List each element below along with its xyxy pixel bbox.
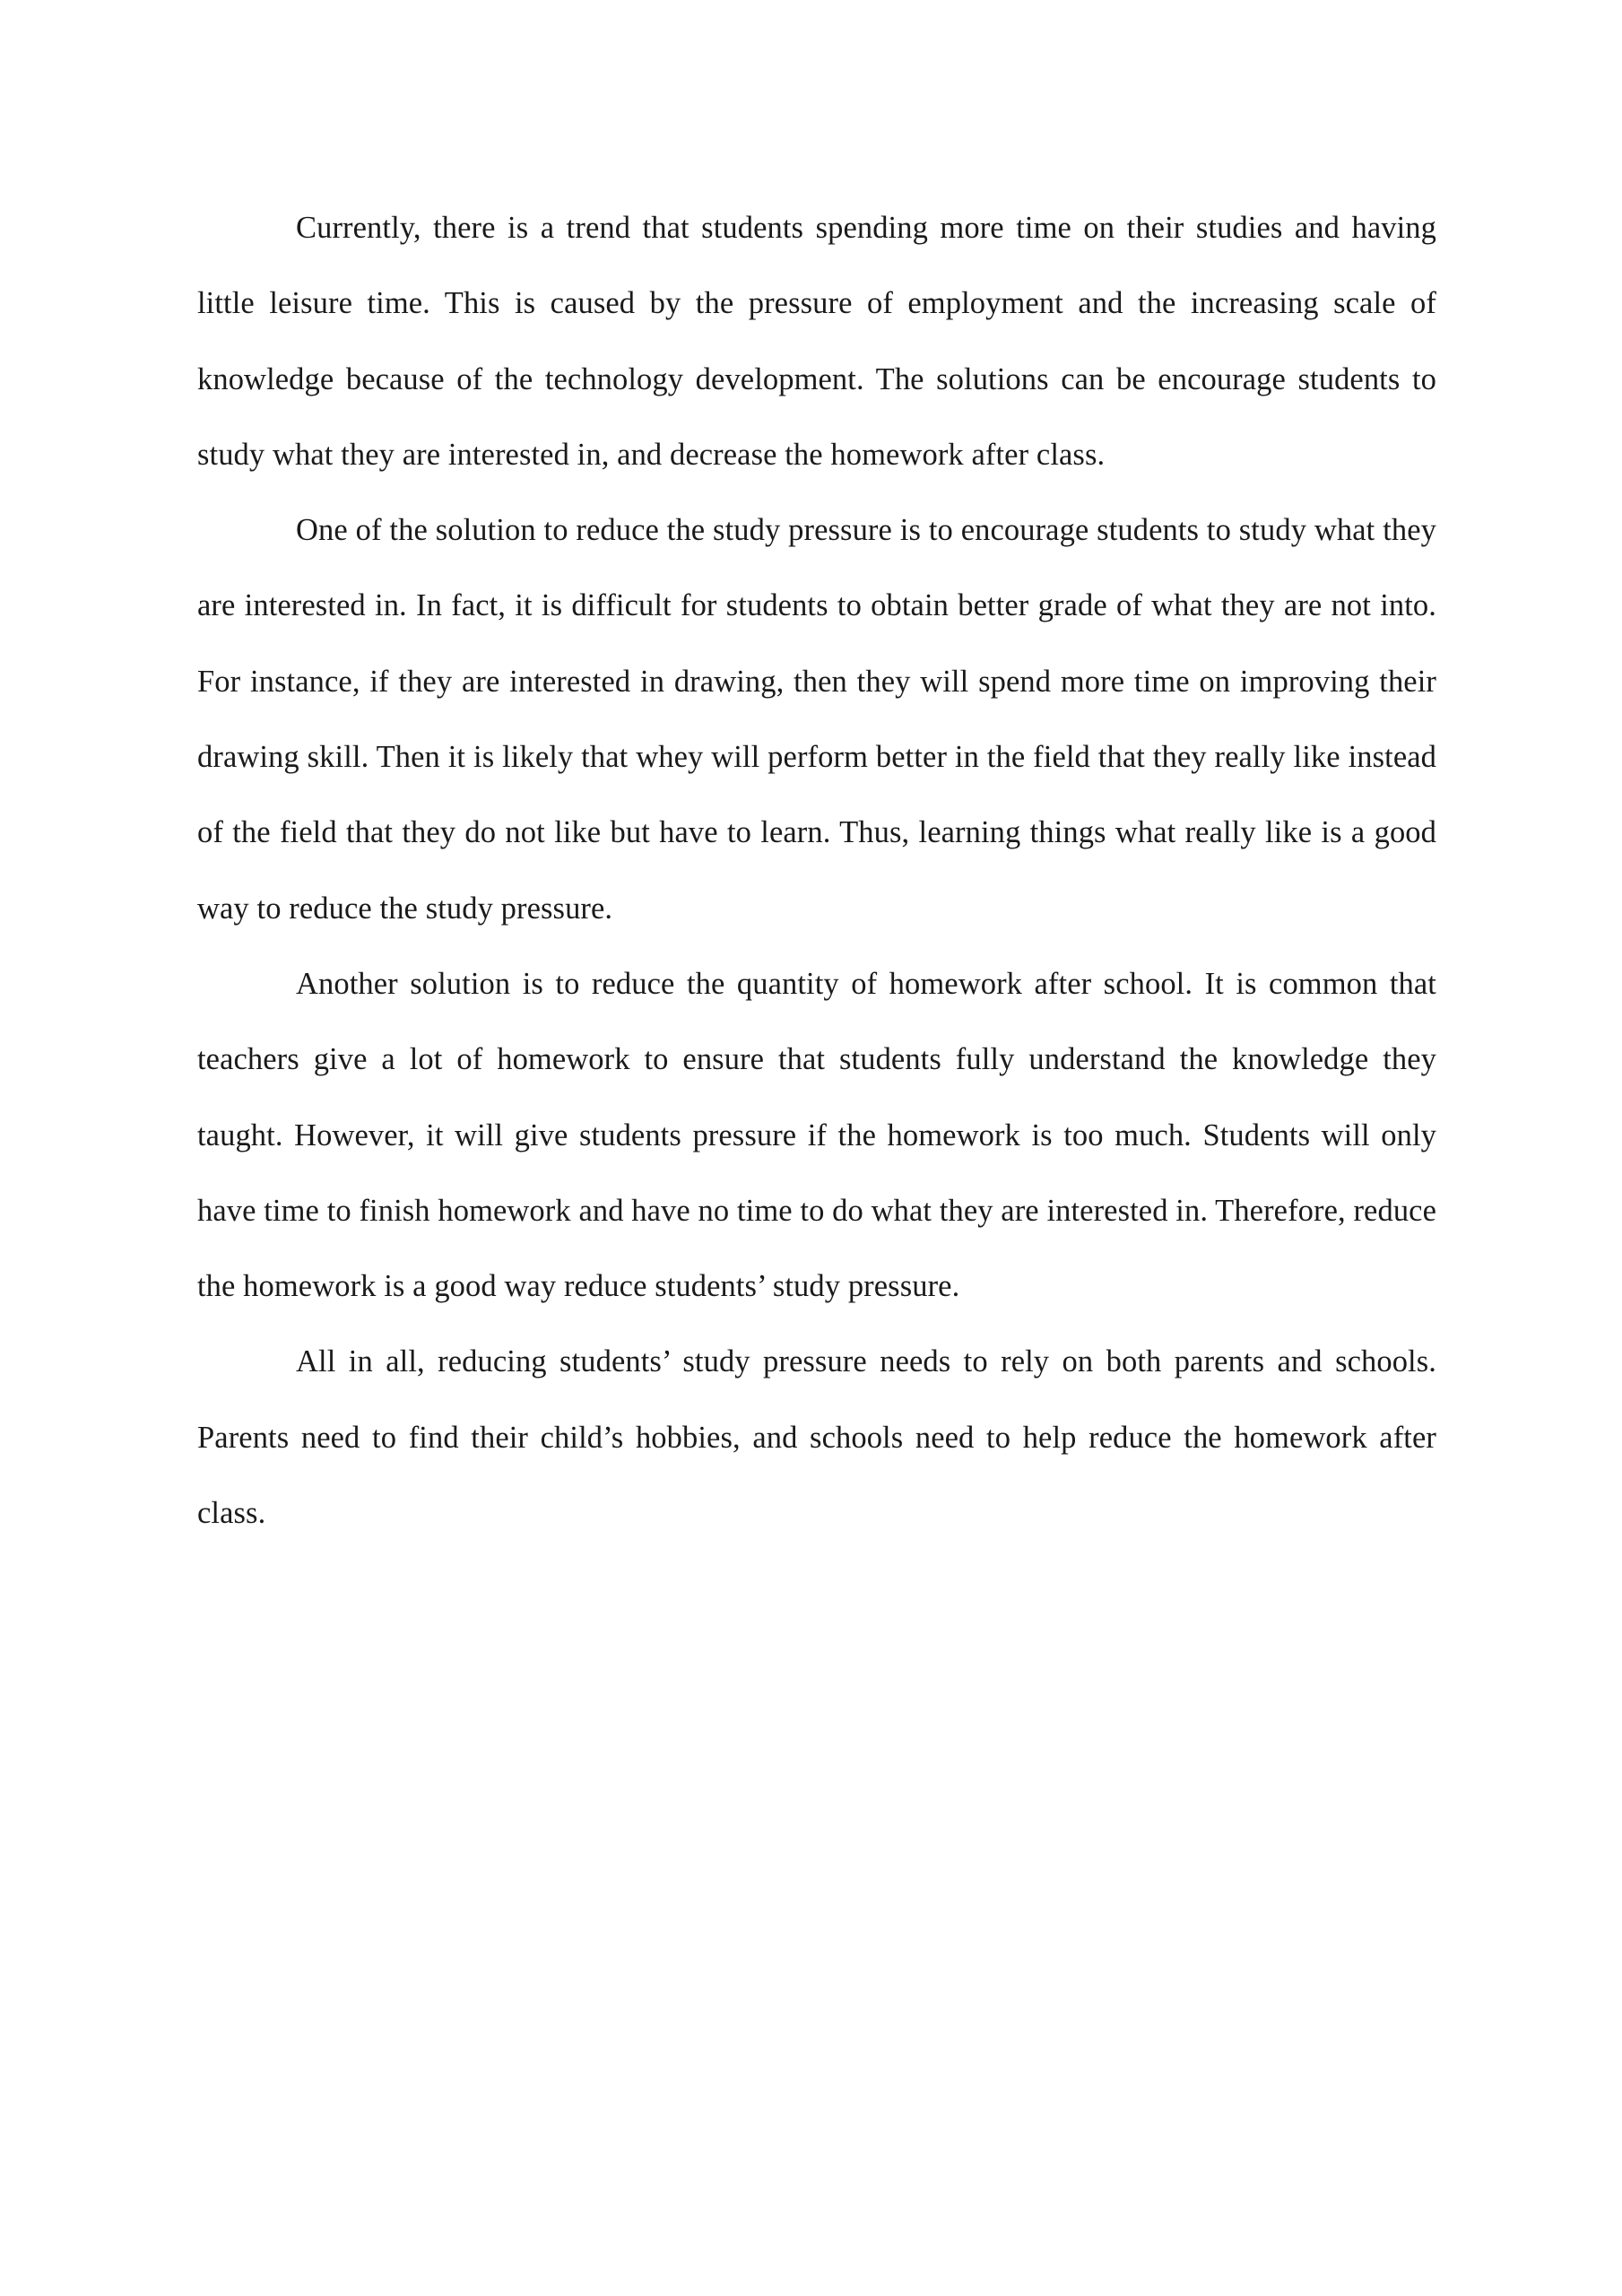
paragraph-introduction: Currently, there is a trend that students spending more time on their studies and having little leisure time. This is caused by the pressure of employment and the increasing scale of knowledge because of the technology development. The solutions can be encourage students to study what they are interested in, and decrease the homework after class. <box>197 211 1436 472</box>
paragraph-conclusion: All in all, reducing students’ study pressure needs to rely on both parents and schools. Parents need to find their child’s hobbies, and schools need to help reduce the homework after class. <box>197 1344 1436 1531</box>
essay-body <box>197 190 1436 1551</box>
paragraph-homework-solution: Another solution is to reduce the quantity of homework after school. It is common that teachers give a lot of homework to ensure that students fully understand the knowledge they taught. However, it will give students pressure if the homework is too much. Students will only have time to finish homework and have no time to do what they are interested in. Therefore, reduce the homework is a good way reduce students’ study pressure. <box>197 966 1436 1304</box>
paragraph-interest-solution: One of the solution to reduce the study pressure is to encourage students to study what they are interested in. In fact, it is difficult for students to obtain better grade of what they are not into. For instance, if they are interested in drawing, then they will spend more time on improving their drawing skill. Then it is likely that whey will perform better in the field that they really like instead of the field that they do not like but have to learn. Thus, learning things what really like is a good way to reduce the study pressure. <box>197 513 1436 926</box>
